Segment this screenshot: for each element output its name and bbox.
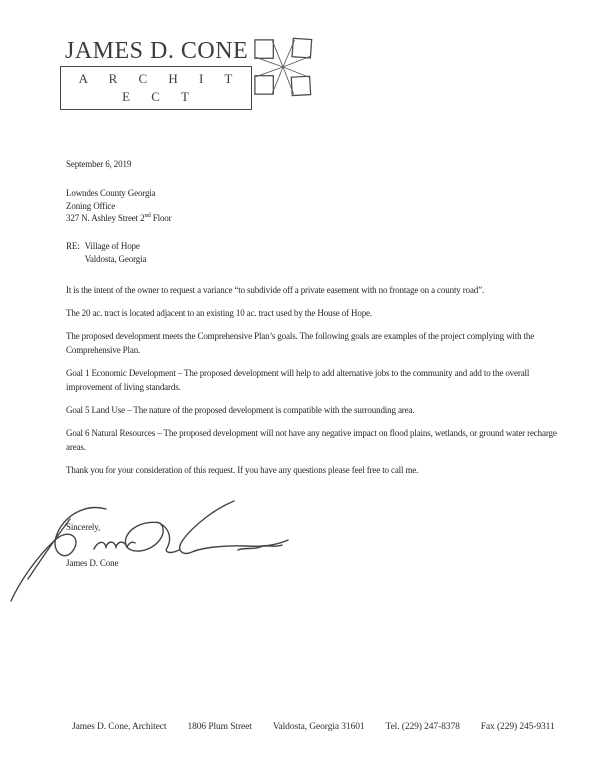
body-paragraph: Goal 5 Land Use – The nature of the proposed development is compatible with the surrounding area. — [66, 404, 415, 415]
letterhead-name: JAMES D. CONE — [65, 38, 249, 64]
re-line-2: Valdosta, Georgia — [84, 253, 147, 264]
footer-contact-line — [72, 722, 572, 732]
footer-tel: Tel. (229) 247-8378 — [385, 722, 460, 732]
recipient-line-2: Zoning Office — [66, 200, 116, 211]
footer-street: 1806 Plum Street — [187, 722, 252, 732]
footer-fax: Fax (229) 245-9311 — [480, 722, 555, 732]
re-label: RE: — [66, 240, 80, 251]
re-line-1: Village of Hope — [84, 240, 140, 251]
body-paragraph: Goal 1 Economic Development – The proposed development will help to add alternative jobs to the community and add to the overall improvement of living standards. — [66, 367, 530, 392]
footer-name: James D. Cone, Architect — [72, 722, 167, 732]
re-block — [66, 240, 576, 266]
body-paragraph: The proposed development meets the Comprehensive Plan’s goals. The following goals are examples of the project complying with the Comprehensive Plan. — [66, 330, 535, 355]
body-paragraph: The 20 ac. tract is located adjacent to an existing 10 ac. tract used by the House of Hope. — [66, 307, 372, 318]
recipient-address — [66, 187, 576, 225]
letterhead-title: A R C H I T E C T — [78, 71, 242, 104]
signature-name: James D. Cone — [66, 557, 119, 568]
closing-salutation: Sincerely, — [66, 521, 101, 532]
body-paragraph: Thank you for your consideration of this request. If you have any questions please feel free to call me. — [66, 464, 419, 475]
letterhead-title-box — [60, 66, 252, 110]
re-subject — [85, 240, 147, 266]
four-squares-starburst-logo-icon — [252, 36, 314, 103]
letter-body — [66, 157, 576, 570]
recipient-line-1: Lowndes County Georgia — [66, 188, 156, 198]
recipient-line-3: 327 N. Ashley Street 2nd Floor — [66, 212, 172, 223]
body-paragraph: It is the intent of the owner to request a variance “to subdivide off a private easement with no frontage on a county road”. — [66, 284, 485, 295]
body-paragraph: Goal 6 Natural Resources – The proposed development will not have any negative impact on flood plains, wetlands, or ground water recharge areas. — [66, 427, 557, 452]
date-line: September 6, 2019 — [66, 159, 132, 169]
footer-city: Valdosta, Georgia 31601 — [272, 722, 365, 732]
ordinal-superscript: nd — [144, 212, 151, 219]
